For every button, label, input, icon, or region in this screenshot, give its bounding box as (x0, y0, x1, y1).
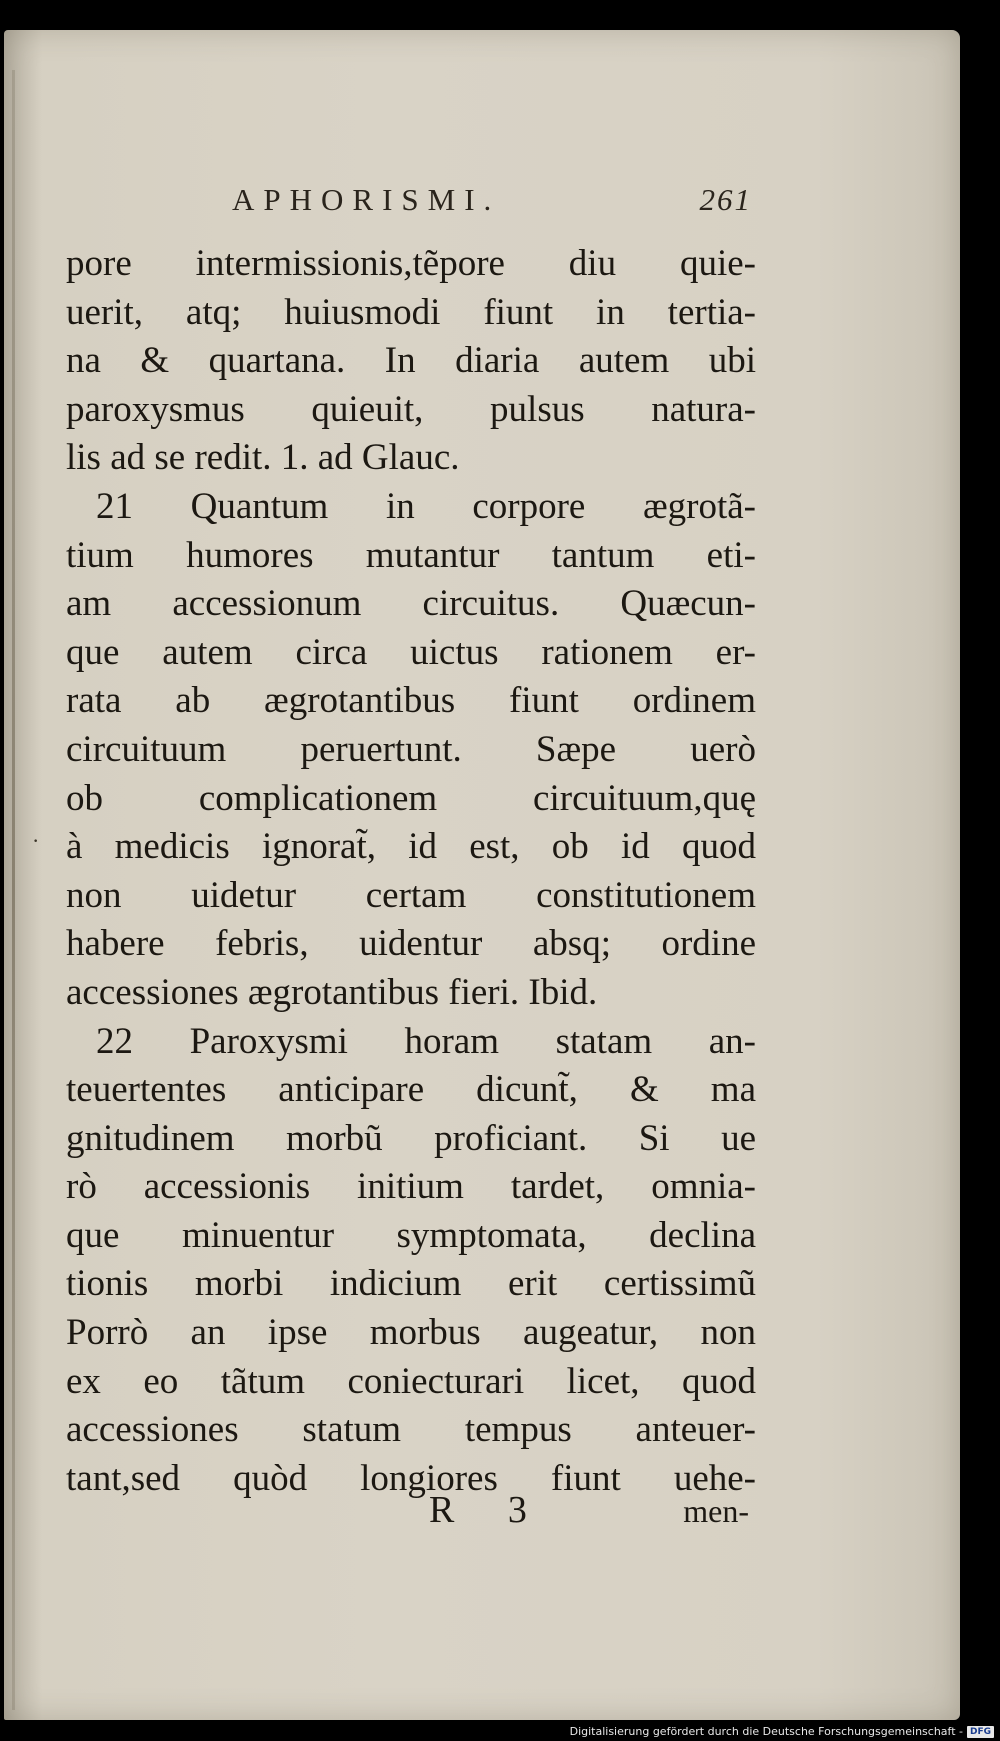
text-line: lis ad se redit. 1. ad Glauc. (66, 437, 460, 479)
text-line: tium humores mutantur tantum eti- (66, 534, 756, 576)
margin-mark: · (32, 828, 40, 853)
text-line: na & quartana. In diaria autem ubi (66, 340, 756, 382)
book-page (4, 30, 960, 1720)
text-line: à medicis ignorat̃, id est, ob id quod (66, 826, 756, 868)
text-line: accessiones ægrotantibus fieri. Ibid. (66, 971, 598, 1013)
page-footer (429, 1488, 749, 1532)
text-line: que minuentur symptomata, declina (66, 1214, 756, 1256)
page-number: 261 (699, 182, 752, 217)
page-binding-edge (12, 70, 15, 1710)
text-line: pore intermissionis,tẽpore diu quie- (66, 243, 756, 284)
body-text (66, 240, 756, 1503)
text-line: tionis morbi indicium erit certissimũ (66, 1263, 756, 1305)
text-line: Porrò an ipse morbus augeatur, non (66, 1312, 756, 1354)
credit-text: Digitalisierung gefördert durch die Deutsche Forschungsgemeinschaft - (569, 1725, 963, 1738)
text-line: gnitudinem morbũ proficiant. Si ue (66, 1117, 756, 1159)
running-header (232, 182, 752, 218)
aphorism-21-start: 21 Quantum in corpore ægrotã- (96, 485, 756, 527)
text-line: uerit, atq; huiusmodi fiunt in tertia- (66, 291, 756, 333)
text-line: teuertentes anticipare dicunt̃, & ma (66, 1069, 756, 1111)
catchword: men- (683, 1493, 749, 1529)
text-line: rò accessionis initium tardet, omnia- (66, 1166, 756, 1208)
text-line: accessiones statum tempus anteuer- (66, 1409, 756, 1451)
dfg-logo: DFG (967, 1726, 994, 1738)
signature-mark: R 3 (429, 1489, 549, 1531)
text-line: non uidetur certam constitutionem (66, 874, 756, 916)
text-line: circuituum peruertunt. Sæpe uerò (66, 728, 756, 770)
aphorism-22-start: 22 Paroxysmi horam statam an- (96, 1020, 756, 1062)
text-line: habere febris, uidentur absq; ordine (66, 923, 756, 965)
text-line: paroxysmus quieuit, pulsus natura- (66, 388, 756, 430)
running-title: APHORISMI. (232, 182, 501, 217)
text-line: am accessionum circuitus. Quæcun- (66, 583, 756, 625)
text-line: tant,sed quòd longiores fiunt uehe- (66, 1457, 756, 1499)
text-line: ex eo tãtum coniecturari licet, quod (66, 1360, 756, 1402)
text-line: rata ab ægrotantibus fiunt ordinem (66, 680, 756, 722)
text-line: ob complicationem circuituum,quę (66, 777, 756, 819)
text-line: que autem circa uictus rationem er- (66, 631, 756, 673)
digitization-credit (570, 1725, 994, 1738)
